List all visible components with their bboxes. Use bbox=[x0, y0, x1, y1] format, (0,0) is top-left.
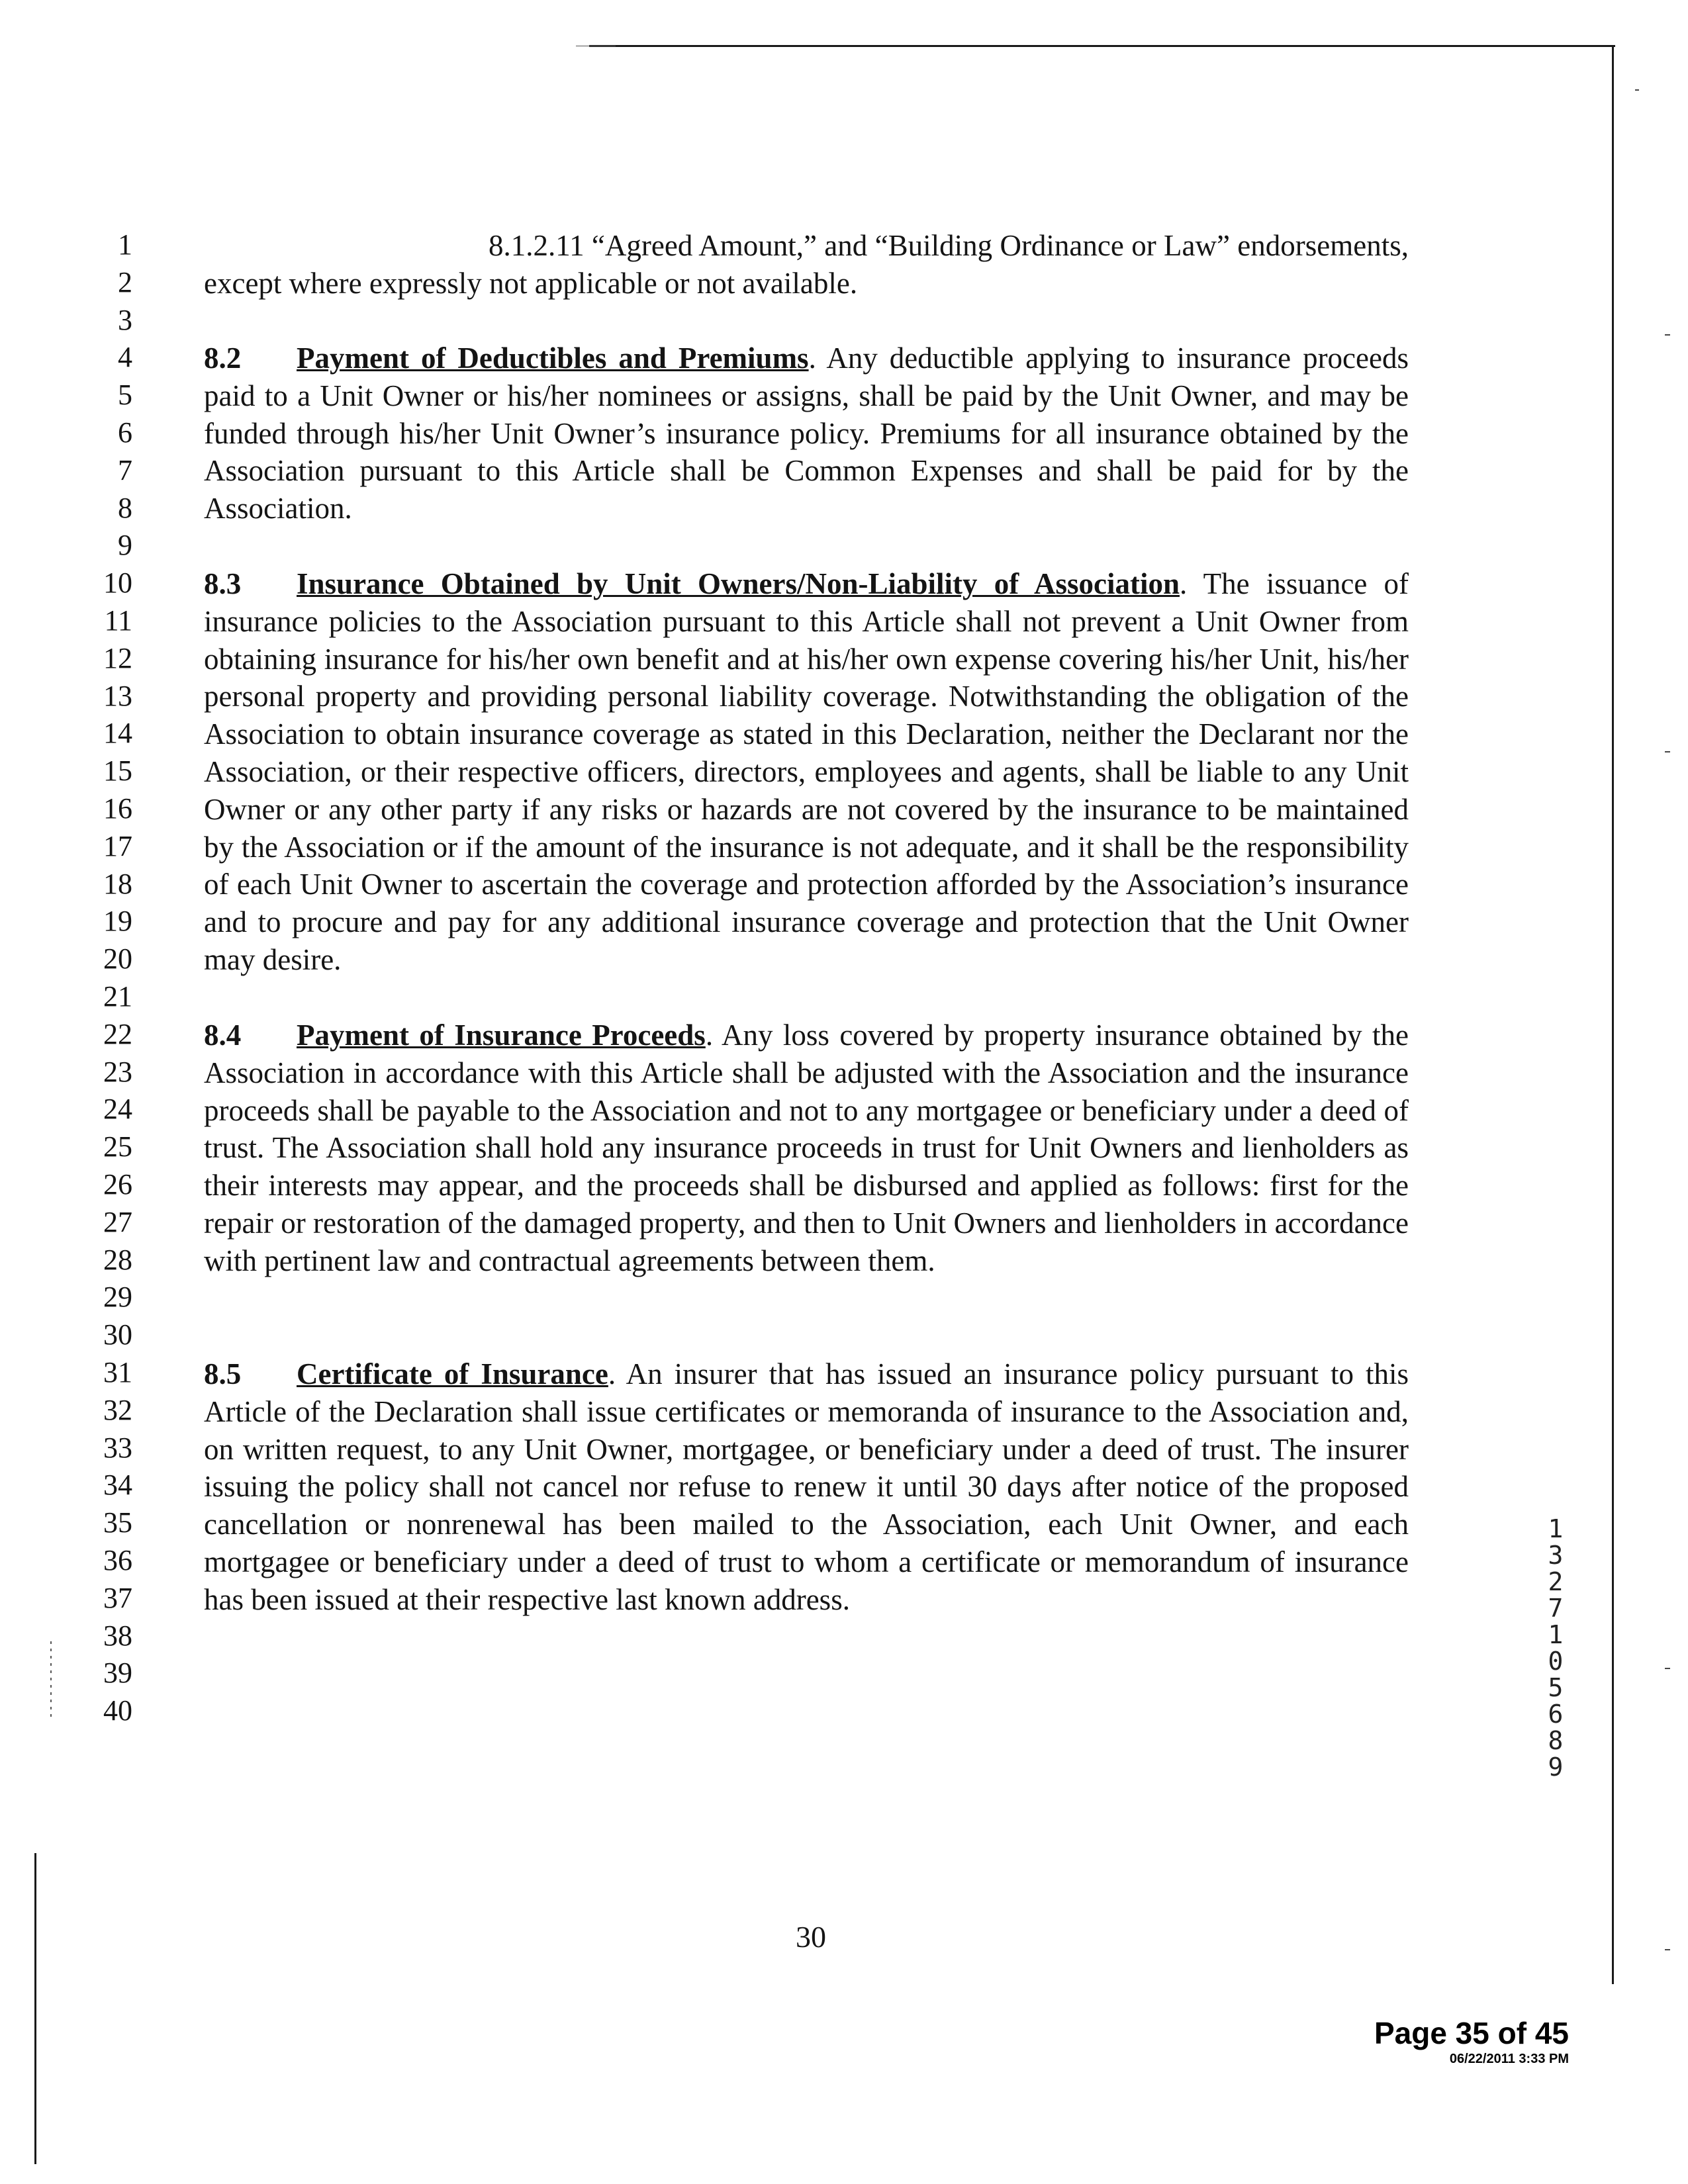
line-number: 35 bbox=[103, 1506, 132, 1539]
line-number: 37 bbox=[103, 1581, 132, 1614]
paragraph-body: . Any loss covered by property insurance obtained by the Association in accordance with this Article shall be adjusted with the Association and the insurance proceeds shall be payable to the Association and not to any mortgagee or beneficiary under a deed of trust. The Association shall hold any insurance proceeds in trust for Unit Owners and lienholders as their interests may appear, and the proceeds shall be disbursed and applied as follows: first for the repair or restoration of the damaged property, and then to Unit Owners and lienholders in accordance with pertinent law and contractual agreements between them. bbox=[204, 1019, 1409, 1277]
line-number: 6 bbox=[118, 416, 132, 449]
section-heading: Insurance Obtained by Unit Owners/Non-Liability of Association bbox=[297, 567, 1180, 600]
section-number: 8.3 bbox=[204, 567, 242, 600]
left-margin-rule bbox=[34, 1853, 36, 2164]
line-number: 23 bbox=[103, 1055, 132, 1088]
paragraph-body: . Any deductible applying to insurance proceeds paid to a Unit Owner or his/her nominees or assigns, shall be paid by the Unit Owner, and may be funded through his/her Unit Owner’s insurance policy. Premiums for all insurance obtained by the Association pursuant to this Article shall be Common Expenses and shall be paid for by the Association. bbox=[204, 341, 1409, 525]
top-border-rule bbox=[589, 45, 1615, 47]
line-number: 11 bbox=[104, 604, 132, 637]
recording-number: 13271 05689 bbox=[1548, 1514, 1564, 1782]
line-number: 31 bbox=[103, 1356, 132, 1388]
line-number: 1 bbox=[118, 228, 132, 261]
section-number: 8.5 bbox=[204, 1357, 242, 1390]
line-number: 21 bbox=[103, 980, 132, 1013]
line-number: 34 bbox=[103, 1469, 132, 1502]
line-number: 14 bbox=[103, 717, 132, 750]
line-number: 40 bbox=[103, 1694, 132, 1727]
paragraph-8-3 bbox=[204, 565, 1409, 979]
line-number: 28 bbox=[103, 1243, 132, 1276]
section-number: 8.4 bbox=[204, 1019, 242, 1052]
line-number: 17 bbox=[103, 829, 132, 862]
line-number: 13 bbox=[103, 679, 132, 712]
line-number: 32 bbox=[103, 1393, 132, 1426]
section-number: 8.2 bbox=[204, 341, 242, 375]
line-number: 33 bbox=[103, 1431, 132, 1464]
line-number: 7 bbox=[118, 453, 132, 486]
line-number: 10 bbox=[103, 567, 132, 600]
line-number: 27 bbox=[103, 1205, 132, 1238]
line-number: 30 bbox=[103, 1318, 132, 1351]
recording-stamp-page: Page 35 of 45 bbox=[1374, 2016, 1569, 2050]
line-number: 38 bbox=[103, 1619, 132, 1652]
left-dotted-mark bbox=[50, 1641, 52, 1721]
paragraph-8-4 bbox=[204, 1017, 1409, 1280]
line-number: 4 bbox=[118, 341, 132, 374]
paragraph-body: . An insurer that has issued an insurance policy pursuant to this Article of the Declaration shall issue certificates or memoranda of insurance to the Association and, on written request, to any Unit Owner, mortgagee, or beneficiary under a deed of trust. The insurer issuing the policy shall not cancel nor refuse to renew it until 30 days after notice of the proposed cancellation or nonrenewal has been mailed to the Association, each Unit Owner, and each mortgagee or beneficiary under a deed of trust to whom a certificate or memorandum of insurance has been issued at their respective last known address. bbox=[204, 1357, 1409, 1616]
line-number: 25 bbox=[103, 1130, 132, 1163]
scan-speck bbox=[1635, 89, 1639, 91]
section-heading: Payment of Deductibles and Premiums bbox=[297, 341, 809, 375]
section-heading: Certificate of Insurance bbox=[297, 1357, 608, 1390]
paragraph-8-5 bbox=[204, 1355, 1409, 1619]
line-number: 22 bbox=[103, 1017, 132, 1050]
line-number: 2 bbox=[118, 265, 132, 298]
page-number: 30 bbox=[796, 1920, 826, 1954]
right-border-rule bbox=[1612, 45, 1614, 1984]
line-number: 9 bbox=[118, 529, 132, 562]
scan-speck bbox=[1665, 334, 1670, 336]
recording-stamp-datetime: 06/22/2011 3:33 PM bbox=[1449, 2052, 1569, 2066]
scan-speck bbox=[1665, 1949, 1670, 1950]
line-number: 36 bbox=[103, 1544, 132, 1576]
line-number: 29 bbox=[103, 1281, 132, 1314]
line-number: 5 bbox=[118, 379, 132, 412]
scan-speck bbox=[1665, 1668, 1670, 1669]
paragraph-8-1-2-11 bbox=[204, 227, 1409, 302]
line-number: 12 bbox=[103, 641, 132, 674]
paragraph-text: 8.1.2.11 “Agreed Amount,” and “Building Ordinance or Law” endorsements, except where expressly not applicable or not available. bbox=[204, 229, 1409, 300]
line-number: 8 bbox=[118, 491, 132, 524]
line-number: 24 bbox=[103, 1093, 132, 1126]
line-number: 20 bbox=[103, 942, 132, 976]
line-number: 3 bbox=[118, 303, 132, 336]
paragraph-8-2 bbox=[204, 340, 1409, 527]
line-number: 39 bbox=[103, 1657, 132, 1690]
section-heading: Payment of Insurance Proceeds bbox=[297, 1019, 706, 1052]
line-number: 18 bbox=[103, 867, 132, 900]
scan-speck bbox=[1665, 751, 1670, 752]
line-number: 16 bbox=[103, 792, 132, 825]
line-number: 26 bbox=[103, 1168, 132, 1201]
paragraph-body: . The issuance of insurance policies to the Association pursuant to this Article shall not prevent a Unit Owner from obtaining insurance for his/her own benefit and at his/her own expense covering his/her Unit, his/her personal property and providing personal liability coverage. Notwithstanding the obligation of the Association to obtain insurance coverage as stated in this Declaration, neither the Declarant nor the Association, or their respective officers, directors, employees and agents, shall be liable to any Unit Owner or any other party if any risks or hazards are not covered by the insurance to be maintained by the Association or if the amount of the insurance is not adequate, and it shall be the responsibility of each Unit Owner to ascertain the coverage and protection afforded by the Association’s insurance and to procure and pay for any additional insurance coverage and protection that the Unit Owner may desire. bbox=[204, 567, 1409, 976]
line-number: 15 bbox=[103, 754, 132, 788]
line-number: 19 bbox=[103, 905, 132, 938]
